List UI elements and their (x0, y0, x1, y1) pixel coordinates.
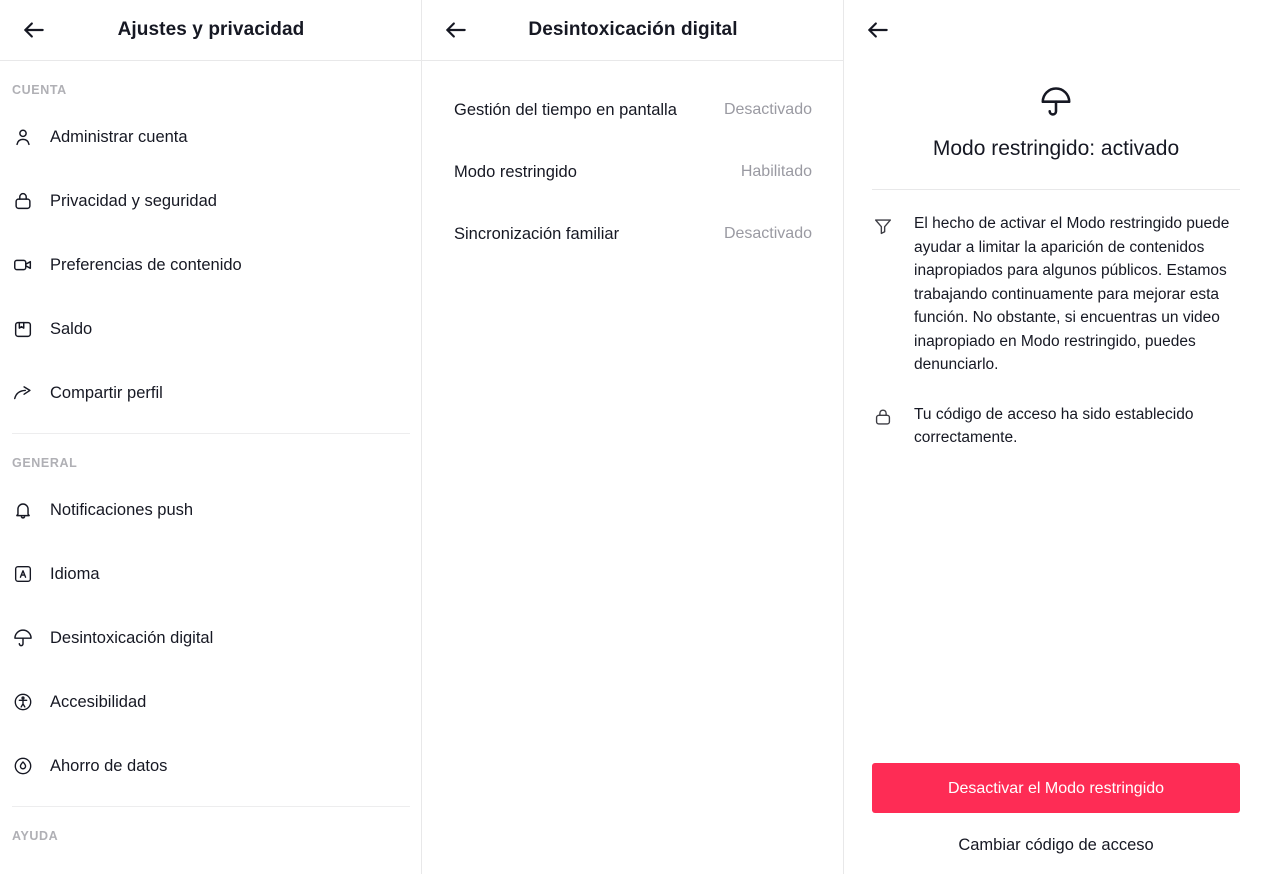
section-label-cuenta: CUENTA (12, 83, 67, 97)
section-label-general: GENERAL (12, 456, 78, 470)
row-value: Desactivado (723, 101, 812, 118)
row-label: Modo restringido (454, 162, 577, 181)
lock-icon (872, 403, 898, 450)
row-gestion-tiempo-pantalla[interactable] (422, 79, 844, 141)
arrow-left-icon (865, 17, 891, 43)
sidebar-item-administrar-cuenta[interactable] (0, 105, 422, 169)
disable-restricted-mode-button[interactable]: Desactivar el Modo restringido (872, 763, 1240, 813)
restricted-mode-heading: Modo restringido: activado (932, 137, 1180, 160)
lock-icon (12, 190, 42, 212)
arrow-left-icon (21, 17, 47, 43)
sidebar-item-label: Preferencias de contenido (50, 255, 242, 274)
row-value: Desactivado (723, 225, 812, 242)
left-page-title: Ajustes y privacidad (117, 19, 305, 40)
share-arrow-icon (12, 382, 42, 404)
bell-icon (12, 499, 42, 521)
sidebar-item-label: Compartir perfil (50, 383, 163, 402)
middle-page-title: Desintoxicación digital (528, 19, 738, 40)
pane-digital-wellbeing (422, 0, 844, 874)
row-value: Habilitado (740, 163, 812, 180)
sidebar-item-label: Ahorro de datos (50, 756, 168, 775)
info-text: Tu código de acceso ha sido establecido correctamente. (914, 405, 1194, 447)
middle-row-list (422, 61, 844, 265)
sidebar-item-label: Desintoxicación digital (50, 628, 214, 647)
umbrella-icon (12, 627, 42, 649)
video-icon (12, 254, 42, 276)
info-block-passcode (872, 377, 1240, 450)
data-saver-icon (12, 755, 42, 777)
section-label-ayuda: AYUDA (12, 829, 59, 843)
change-passcode-button[interactable]: Cambiar código de acceso (872, 835, 1240, 856)
sidebar-item-saldo[interactable] (0, 297, 422, 361)
row-sincronizacion-familiar[interactable] (422, 203, 844, 265)
back-button-left[interactable] (14, 10, 54, 50)
sidebar-item-compartir-perfil[interactable] (0, 361, 422, 425)
sidebar-item-label: Notificaciones push (50, 500, 194, 519)
language-icon (12, 563, 42, 585)
filter-icon (872, 212, 898, 377)
sidebar-item-desintoxicacion-digital[interactable] (0, 606, 422, 670)
pane-settings-privacy (0, 0, 422, 874)
sidebar-item-preferencias-contenido[interactable] (0, 233, 422, 297)
hero-icon-wrap (872, 60, 1240, 125)
sidebar-item-label: Privacidad y seguridad (50, 191, 217, 210)
left-header (0, 0, 422, 60)
info-block-filter (872, 190, 1240, 377)
wallet-icon (12, 318, 42, 340)
row-label: Gestión del tiempo en pantalla (454, 100, 677, 119)
sidebar-item-privacidad-seguridad[interactable] (0, 169, 422, 233)
back-button-right[interactable] (858, 10, 898, 50)
sidebar-item-label: Idioma (50, 564, 100, 583)
umbrella-icon (1038, 84, 1074, 125)
sidebar-item-accesibilidad[interactable] (0, 670, 422, 734)
sidebar-item-ahorro-de-datos[interactable] (0, 734, 422, 798)
restricted-mode-actions (844, 763, 1268, 856)
row-label: Sincronización familiar (454, 224, 620, 243)
accessibility-icon (12, 691, 42, 713)
sidebar-item-idioma[interactable] (0, 542, 422, 606)
info-text: El hecho de activar el Modo restringido puede ayudar a limitar la aparición de contenidos inapropiados para algunos públicos. Estamos trabajando continuamente para mejorar esta función. No obstante, si encuentras un video inapropiado en Modo restringido, puedes denunciarlo. (914, 215, 1230, 374)
sidebar-item-notificaciones-push[interactable] (0, 478, 422, 542)
sidebar-item-label: Administrar cuenta (50, 127, 188, 146)
sidebar-item-label: Saldo (50, 319, 93, 338)
restricted-mode-body (844, 60, 1268, 874)
right-header (844, 0, 1268, 60)
middle-header (422, 0, 844, 60)
pane-restricted-mode (844, 0, 1268, 874)
sidebar-item-label: Accesibilidad (50, 692, 147, 711)
arrow-left-icon (443, 17, 469, 43)
person-icon (12, 126, 42, 148)
row-modo-restringido[interactable] (422, 141, 844, 203)
back-button-middle[interactable] (436, 10, 476, 50)
